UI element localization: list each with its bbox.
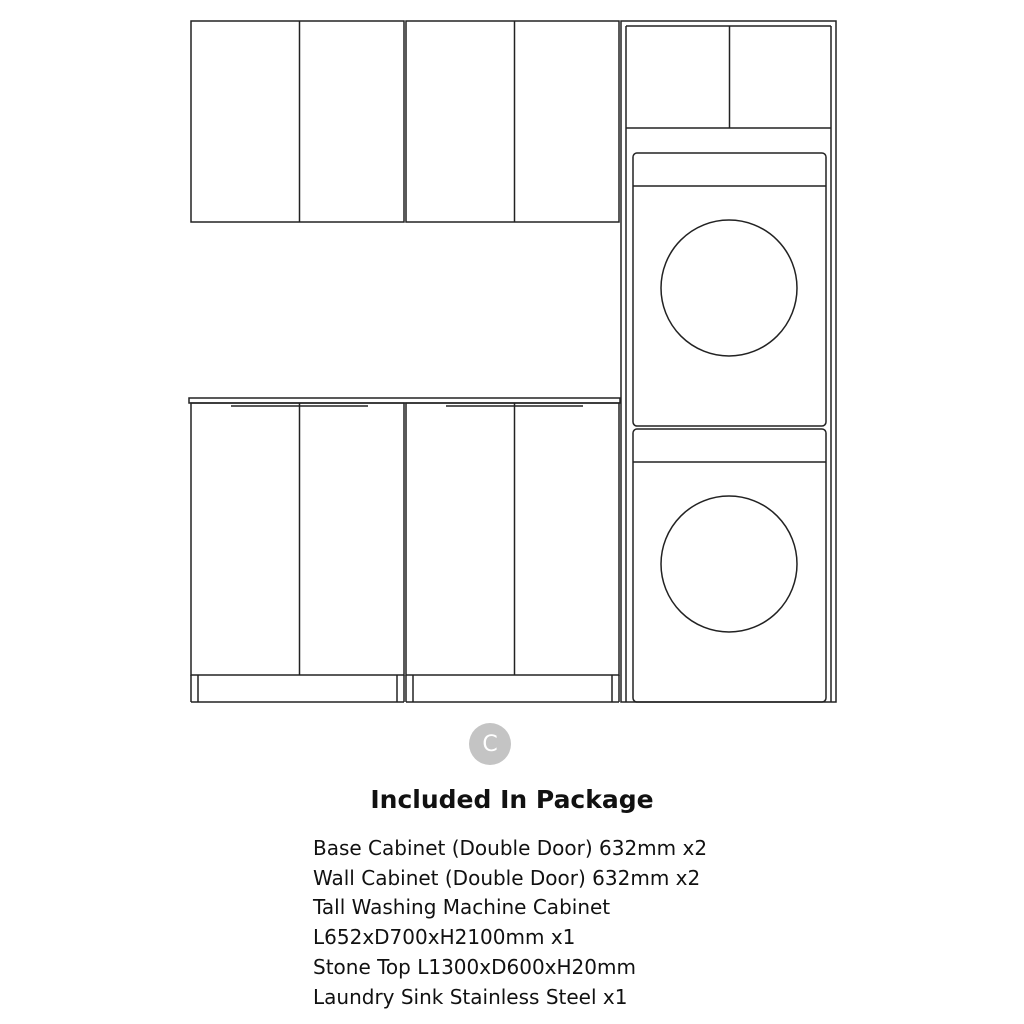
package-item: L652xD700xH2100mm x1 (313, 925, 576, 950)
package-item: Laundry Sink Stainless Steel x1 (313, 984, 628, 1009)
dryer-appliance (633, 153, 826, 426)
package-item: Stone Top L1300xD600xH20mm (313, 954, 636, 979)
package-title: Included In Package (370, 785, 654, 814)
washer-door (661, 496, 797, 632)
option-badge-letter: C (482, 731, 498, 757)
package-item: Wall Cabinet (Double Door) 632mm x2 (313, 865, 701, 890)
dryer-door (661, 220, 797, 356)
package-items-list (313, 834, 707, 1012)
package-item: Tall Washing Machine Cabinet (313, 895, 611, 920)
wall-cabinet-left (191, 21, 404, 222)
washing-machine-appliance (633, 429, 826, 702)
package-item: Base Cabinet (Double Door) 632mm x2 (313, 836, 708, 860)
wall-cabinet-right (406, 21, 619, 222)
option-badge (469, 723, 511, 765)
base-cabinet-right (406, 403, 619, 702)
tall-cabinet (621, 21, 836, 702)
base-cabinet-left (191, 403, 404, 702)
